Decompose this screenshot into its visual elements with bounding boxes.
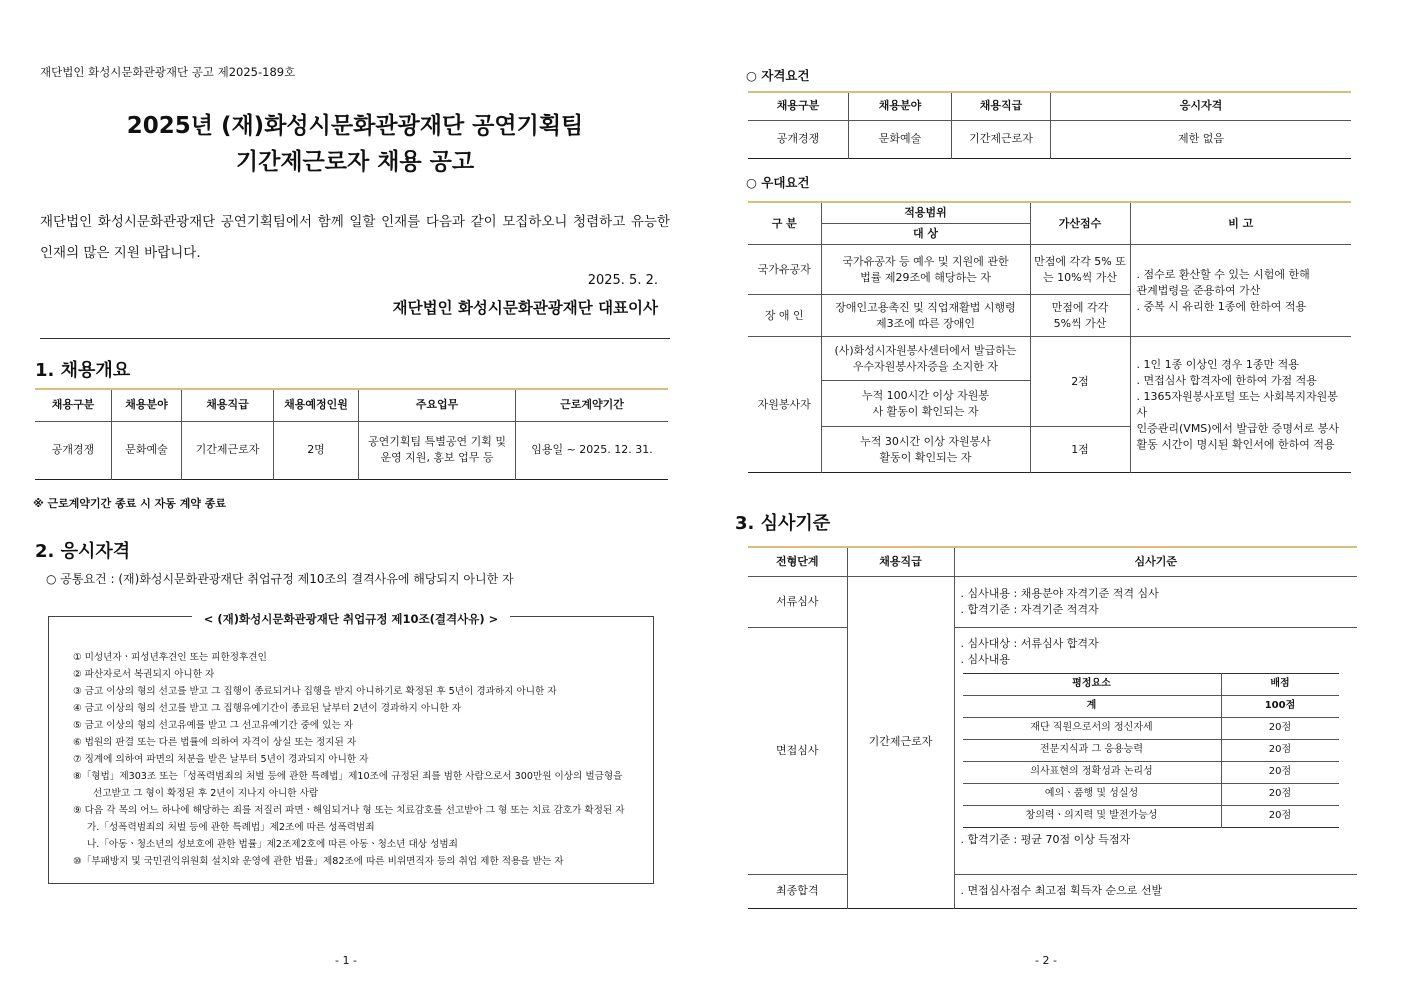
remark-line: 인증관리(VMS)에서 발급한 증명서로 봉사	[1136, 421, 1339, 435]
criteria-line: . 심사내용 : 채용분야 자격기준 적격 심사	[960, 586, 1159, 600]
list-item: ⑩「부패방지 및 국민권익위원회 설치와 운영에 관한 법률」제82조에 따른 비위면직자 등의 취업 제한 적용을 받는 자	[73, 856, 564, 867]
pref-target-disabled: 장애인고용촉진 및 직업재활법 시행령 제3조에 따른 장애인	[821, 295, 1030, 337]
score-value: 20점	[1221, 739, 1339, 761]
overview-table	[35, 388, 668, 480]
remark-line: 활동 시간이 명시된 확인서에 한하여 적용	[1136, 437, 1335, 451]
qual-header: 응시자격	[1051, 92, 1352, 120]
exam-header: 심사기준	[954, 547, 1357, 576]
page-number: - 1 -	[335, 954, 357, 967]
pref-header-scope: 적용범위	[821, 202, 1030, 224]
score-item: 전문지식과 그 응용능력	[963, 739, 1222, 761]
page-2	[700, 0, 1403, 992]
list-item: ⑦ 징계에 의하여 파면의 처분을 받은 날부터 5년이 경과되지 아니한 자	[73, 754, 369, 765]
pref-target-volunteer-3: 누적 30시간 이상 자원봉사 활동이 확인되는 자	[821, 427, 1030, 473]
pref-points-disabled: 만점에 각각 5%씩 가산	[1030, 295, 1130, 337]
list-item: ② 파산자로서 복권되지 아니한 자	[73, 669, 215, 680]
pref-points-volunteer-2: 2점	[1030, 337, 1130, 427]
remark-line: . 점수로 환산할 수 있는 시험에 한해	[1136, 267, 1310, 281]
remark-line: . 중복 시 유리한 1종에 한하여 적용	[1136, 299, 1307, 313]
overview-cell: 문화예술	[112, 421, 182, 479]
qual-header: 채용직급	[952, 92, 1051, 120]
disqualification-list	[73, 649, 625, 870]
score-item: 의사표현의 정확성과 논리성	[963, 761, 1222, 783]
divider	[40, 338, 670, 339]
interview-pass-criteria: . 합격기준 : 평균 70점 이상 득점자	[960, 832, 1131, 846]
notice-number: 재단법인 화성시문화관광재단 공고 제2025-189호	[40, 65, 296, 79]
remark-line: . 면접심사 합격자에 한하여 가점 적용	[1136, 373, 1317, 387]
overview-cell: 임용일 ~ 2025. 12. 31.	[531, 443, 653, 456]
overview-header: 채용구분	[35, 389, 112, 421]
remark-line: 관계법령을 준용하여 가산	[1136, 283, 1261, 297]
interview-stage: 면접심사	[748, 627, 847, 874]
remark-line: . 1365자원봉사포털 또는 사회복지자원봉사	[1136, 389, 1338, 419]
pref-category-volunteer: 자원봉사자	[748, 337, 821, 473]
doc-stage: 서류심사	[748, 576, 847, 627]
final-stage: 최종합격	[748, 874, 847, 908]
common-requirement: ○ 공통요건 : (재)화성시문화관광재단 취업규정 제10조의 결격사유에 해당되지 아니한 자	[46, 572, 514, 586]
list-item: 가.「성폭력범죄의 처벌 등에 관한 특례법」제2조에 따른 성폭력범죄	[87, 822, 375, 833]
pref-points-veteran: 만점에 각각 5% 또는 10%씩 가산	[1030, 245, 1130, 295]
list-item: ④ 금고 이상의 형의 선고를 받고 그 집행유예기간이 종료된 날부터 2년이 경과하지 아니한 자	[73, 703, 461, 714]
list-item: ⑤ 금고 이상의 형의 선고유예를 받고 그 선고유예기간 중에 있는 자	[73, 720, 354, 731]
pref-target-volunteer-2: 누적 100시간 이상 자원봉사 활동이 확인되는 자	[821, 381, 1030, 427]
pref-target-volunteer-1: (사)화성시자원봉사센터에서 발급하는 우수자원봉사자증을 소지한 자	[821, 337, 1030, 381]
score-value: 20점	[1221, 783, 1339, 805]
qualification-heading: ○ 자격요건	[746, 68, 810, 83]
exam-grade: 기간제근로자	[847, 576, 954, 908]
criteria-line: . 합격기준 : 자격기준 적격자	[960, 602, 1099, 616]
score-total-label: 계	[963, 695, 1222, 717]
score-item: 창의력ㆍ의지력 및 발전가능성	[963, 805, 1222, 827]
page-1	[0, 0, 700, 992]
qual-cell: 문화예술	[849, 120, 952, 158]
qual-cell: 공개경쟁	[748, 120, 849, 158]
doc-criteria	[954, 576, 1357, 627]
organization-signature: 재단법인 화성시문화관광재단 대표이사	[392, 299, 658, 317]
overview-header: 채용예정인원	[274, 389, 359, 421]
page-number: - 2 -	[1035, 954, 1057, 967]
list-item: 선고받고 그 형이 확정된 후 2년이 지나지 아니한 사람	[93, 788, 319, 799]
final-criteria: . 면접심사점수 최고점 획득자 순으로 선발	[960, 884, 1163, 897]
pref-remark-2	[1130, 337, 1351, 473]
list-item: ⑧「형법」제303조 또는「성폭력범죄의 처벌 등에 관한 특례법」제10조에 규정된 죄를 범한 사람으로서 300만원 이상의 벌금형을	[73, 771, 623, 782]
intro-text: 재단법인 화성시문화관광재단 공연기획팀에서 함께 일할 인재를 다음과 같이 모집하오니 청렴하고 유능한 인재의 많은 지원 바랍니다.	[40, 214, 670, 261]
pref-remark-1	[1130, 245, 1351, 337]
score-item: 예의ㆍ품행 및 성실성	[963, 783, 1222, 805]
overview-cell: 기간제근로자	[182, 421, 274, 479]
qual-header: 채용분야	[849, 92, 952, 120]
pref-header-category: 구 분	[748, 202, 821, 245]
preference-table	[748, 201, 1351, 473]
pref-header-target: 대 상	[821, 224, 1030, 245]
list-item: 나.「아동ㆍ청소년의 성보호에 관한 법률」제2조제2호에 따른 아동ㆍ청소년 대상 성범죄	[87, 839, 458, 850]
pref-category-veteran: 국가유공자	[748, 245, 821, 295]
score-header: 평정요소	[963, 673, 1222, 695]
score-total-value: 100점	[1221, 695, 1339, 717]
list-item: ⑨ 다음 각 목의 어느 하나에 해당하는 죄를 저질러 파면ㆍ해임되거나 형 또는 치료감호를 선고받아 그 형 또는 치료 감호가 확정된 자	[73, 805, 625, 816]
overview-header: 채용직급	[182, 389, 274, 421]
score-header: 배점	[1221, 673, 1339, 695]
pref-header-points: 가산점수	[1030, 202, 1130, 245]
remark-line: . 1인 1종 이상인 경우 1종만 적용	[1136, 357, 1299, 371]
pref-header-remark: 비 고	[1130, 202, 1351, 245]
overview-header: 채용분야	[112, 389, 182, 421]
contract-note: ※ 근로계약기간 종료 시 자동 계약 종료	[33, 497, 227, 510]
disqualification-box	[48, 612, 654, 884]
score-value: 20점	[1221, 717, 1339, 739]
section-3-heading: 3. 심사기준	[735, 513, 831, 534]
qual-cell: 제한 없음	[1177, 132, 1224, 145]
overview-header: 근로계약기간	[516, 389, 669, 421]
title-line-2: 기간제근로자 채용 공고	[235, 149, 475, 175]
qual-cell: 기간제근로자	[952, 120, 1051, 158]
pref-points-volunteer-1: 1점	[1030, 427, 1130, 473]
overview-cell: 2명	[274, 421, 359, 479]
qualification-table	[748, 91, 1351, 159]
overview-header: 주요업무	[359, 389, 516, 421]
exam-header: 전형단계	[748, 547, 847, 576]
criteria-line: . 심사내용	[960, 652, 1010, 666]
section-1-heading: 1. 채용개요	[35, 360, 131, 381]
title-line-1: 2025년 (재)화성시문화관광재단 공연기획팀	[126, 113, 584, 139]
exam-header: 채용직급	[847, 547, 954, 576]
preference-heading: ○ 우대요건	[746, 175, 810, 190]
section-2-heading: 2. 응시자격	[35, 541, 131, 562]
criteria-line: . 심사대상 : 서류심사 합격자	[960, 636, 1099, 650]
pref-target-veteran: 국가유공자 등 예우 및 지원에 관한 법률 제29조에 해당하는 자	[821, 245, 1030, 295]
overview-cell: 공개경쟁	[35, 421, 112, 479]
list-item: ① 미성년자ㆍ피성년후견인 또는 피한정후견인	[73, 652, 267, 663]
score-value: 20점	[1268, 810, 1292, 821]
score-item: 재단 직원으로서의 정신자세	[963, 717, 1222, 739]
pref-category-disabled: 장 애 인	[748, 295, 821, 337]
interview-criteria	[954, 627, 1357, 874]
overview-cell: 공연기획팀 특별공연 기획 및 운영 지원, 홍보 업무 등	[359, 421, 516, 479]
box-title: < (재)화성시문화관광재단 취업규정 제10조(결격사유) >	[192, 612, 511, 626]
score-table	[963, 673, 1339, 828]
list-item: ⑥ 법원의 판결 또는 다른 법률에 의하여 자격이 상실 또는 정지된 자	[73, 737, 357, 748]
exam-table	[748, 546, 1357, 909]
page-title	[40, 108, 670, 180]
qual-header: 채용구분	[748, 92, 849, 120]
notice-date: 2025. 5. 2.	[587, 273, 658, 288]
score-value: 20점	[1221, 761, 1339, 783]
list-item: ③ 금고 이상의 형의 선고를 받고 그 집행이 종료되거나 집행을 받지 아니하기로 확정된 후 5년이 경과하지 아니한 자	[73, 686, 557, 697]
